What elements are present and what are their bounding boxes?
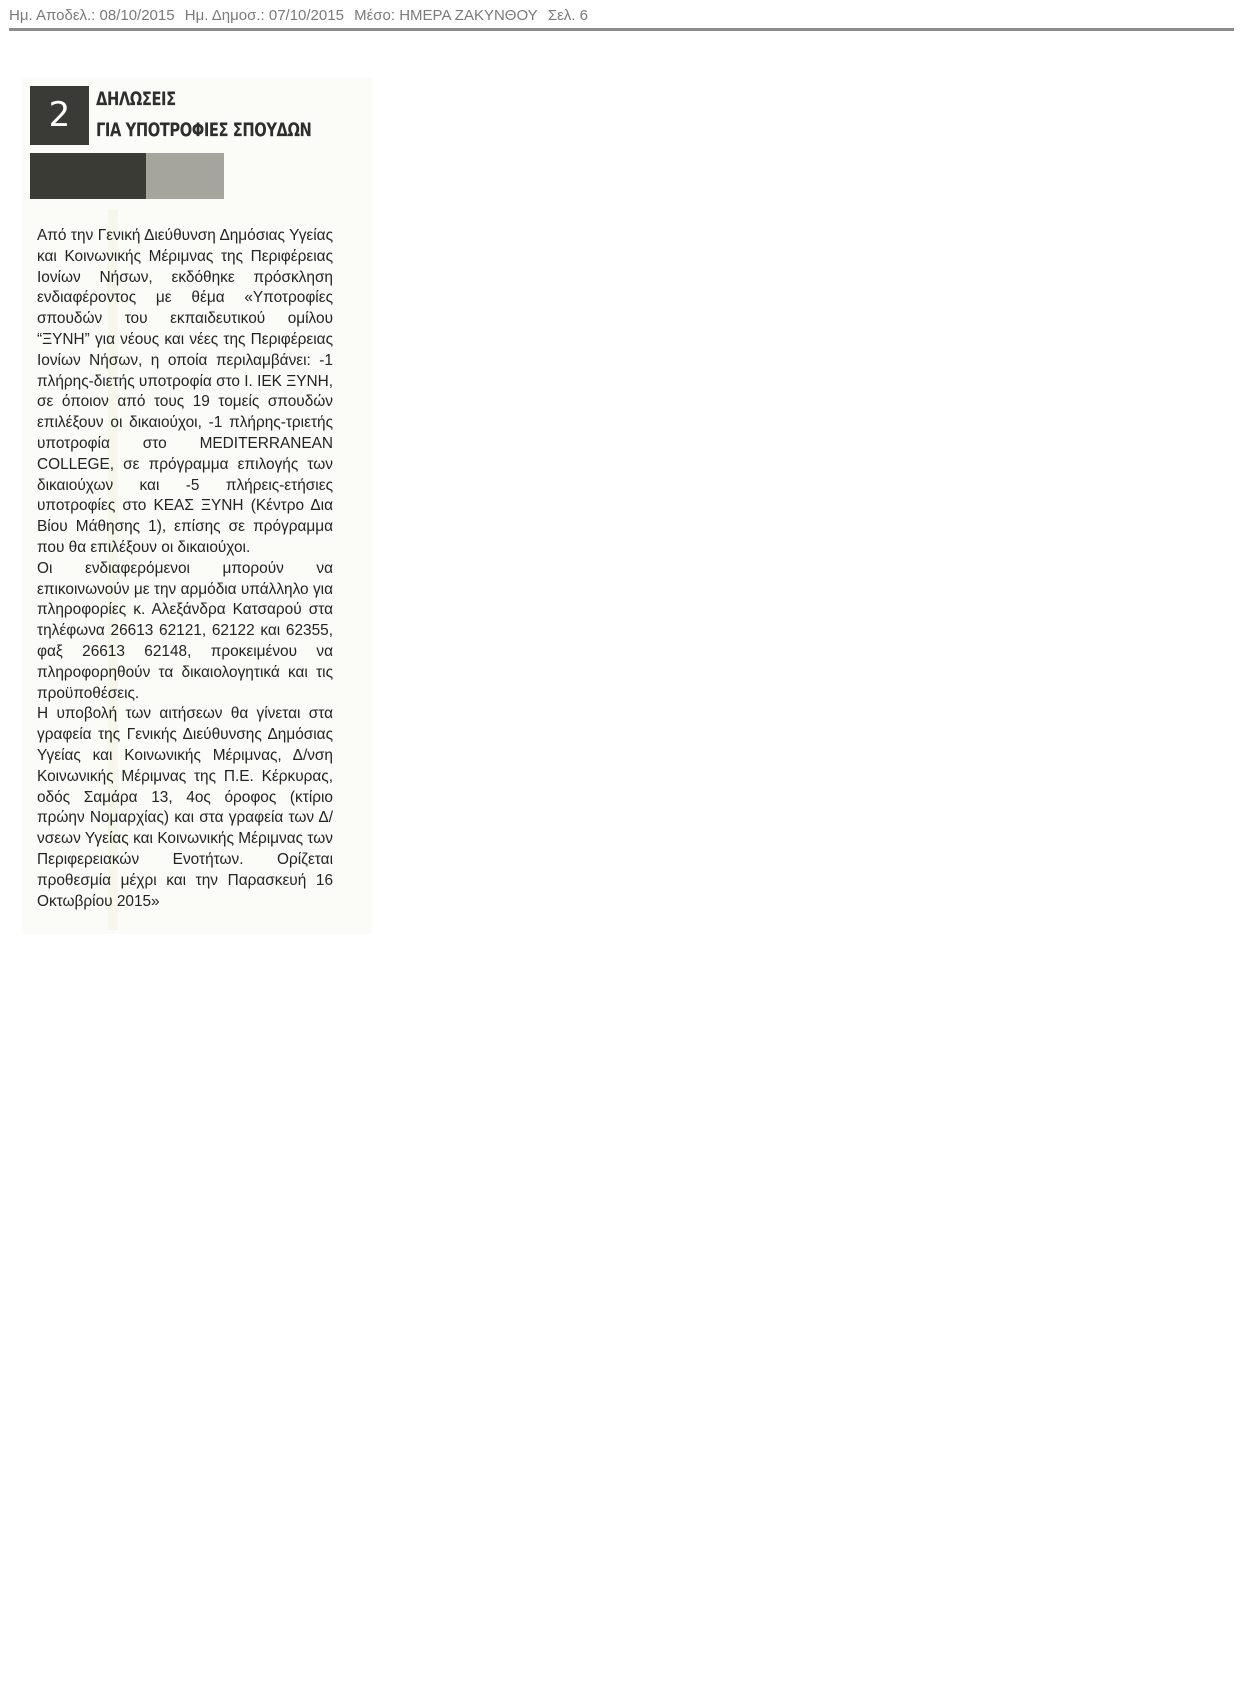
receipt-date: Ημ. Αποδελ.: 08/10/2015 — [9, 7, 175, 24]
article-paragraph-2: Οι ενδιαφερόμενοι μπορούν να επικοινωνούν με την αρμόδια υπάλληλο για πληροφορίες κ. Αλεξάνδρα Κατσαρού στα τηλέφωνα 26613 62121, 62122 και 62355, φαξ 26613 62148, προκειμένου να πληροφορηθούν τα δικαιολογητικά και τις προϋποθέσεις. — [37, 559, 333, 702]
article-paragraph-3: Η υποβολή των αιτήσεων θα γίνεται στα γραφεία της Γενικής Διεύθυνσης Δημόσιας Υγείας και Κοινωνικής Μέριμνας, Δ/νση Κοινωνικής Μέριμνας της Π.Ε. Κέρκυρας, οδός Σαμάρα 13, 4ος όροφος (κτίριο πρώην Νομαρχίας) και στα γραφεία των Δ/νσεων Υγείας και Κοινωνικής Μέριμνας των Περιφερειακών Ενοτήτων. Ορίζεται προθεσμία μέχρι και την Παρασκευή 16 Οκτωβρίου 2015» — [37, 705, 333, 910]
article-paragraph-1: Από την Γενική Διεύθυνση Δημόσιας Υγείας και Κοινωνικής Μέριμνας της Περιφέρειας Ιονίων Νήσων, εκδόθηκε πρόσκληση ενδιαφέροντος με θέμα «Υποτροφίες σπουδών του εκπαιδευτικού ομίλου “ΞΥΝΗ” για νέους και νέες της Περιφέρειας Ιονίων Νήσων, η οποία περιλαμβάνει: -1 πλήρης-διετής υποτροφία στο Ι. ΙΕΚ ΞΥΝΗ, σε όποιον από τους 19 τομείς σπουδών επιλέξουν οι δικαιούχοι, -1 πλήρης-τριετής υποτροφία στο MEDITERRANEAN COLLEGE, σε πρόγραμμα επιλογής των δικαιούχων και -5 πλήρεις-ετήσιες υποτροφίες στο ΚΕΑΣ ΞΥΝΗ (Κέντρο Δια Βίου Μάθησης 1), επίσης σε πρόγραμμα που θα επιλέξουν οι δικαιούχοι. — [37, 227, 333, 556]
article-number-badge: 2 — [30, 86, 89, 145]
article-body — [37, 226, 333, 912]
headline-line-1: ΔΗΛΩΣΕΙΣ — [96, 88, 176, 110]
medium-name: Μέσο: ΗΜΕΡΑ ΖΑΚΥΝΘΟΥ — [354, 7, 538, 24]
header-divider — [9, 28, 1234, 31]
clipping-metadata-header — [9, 7, 1234, 29]
article-headline — [96, 84, 328, 146]
headline-line-2: ΓΙΑ ΥΠΟΤΡΟΦΙΕΣ ΣΠΟΥΔΩΝ — [96, 119, 312, 141]
publish-date: Ημ. Δημοσ.: 07/10/2015 — [184, 7, 344, 24]
decorative-bar-dark — [30, 153, 146, 199]
decorative-bar-light — [146, 153, 224, 199]
page-number: Σελ. 6 — [547, 7, 588, 24]
